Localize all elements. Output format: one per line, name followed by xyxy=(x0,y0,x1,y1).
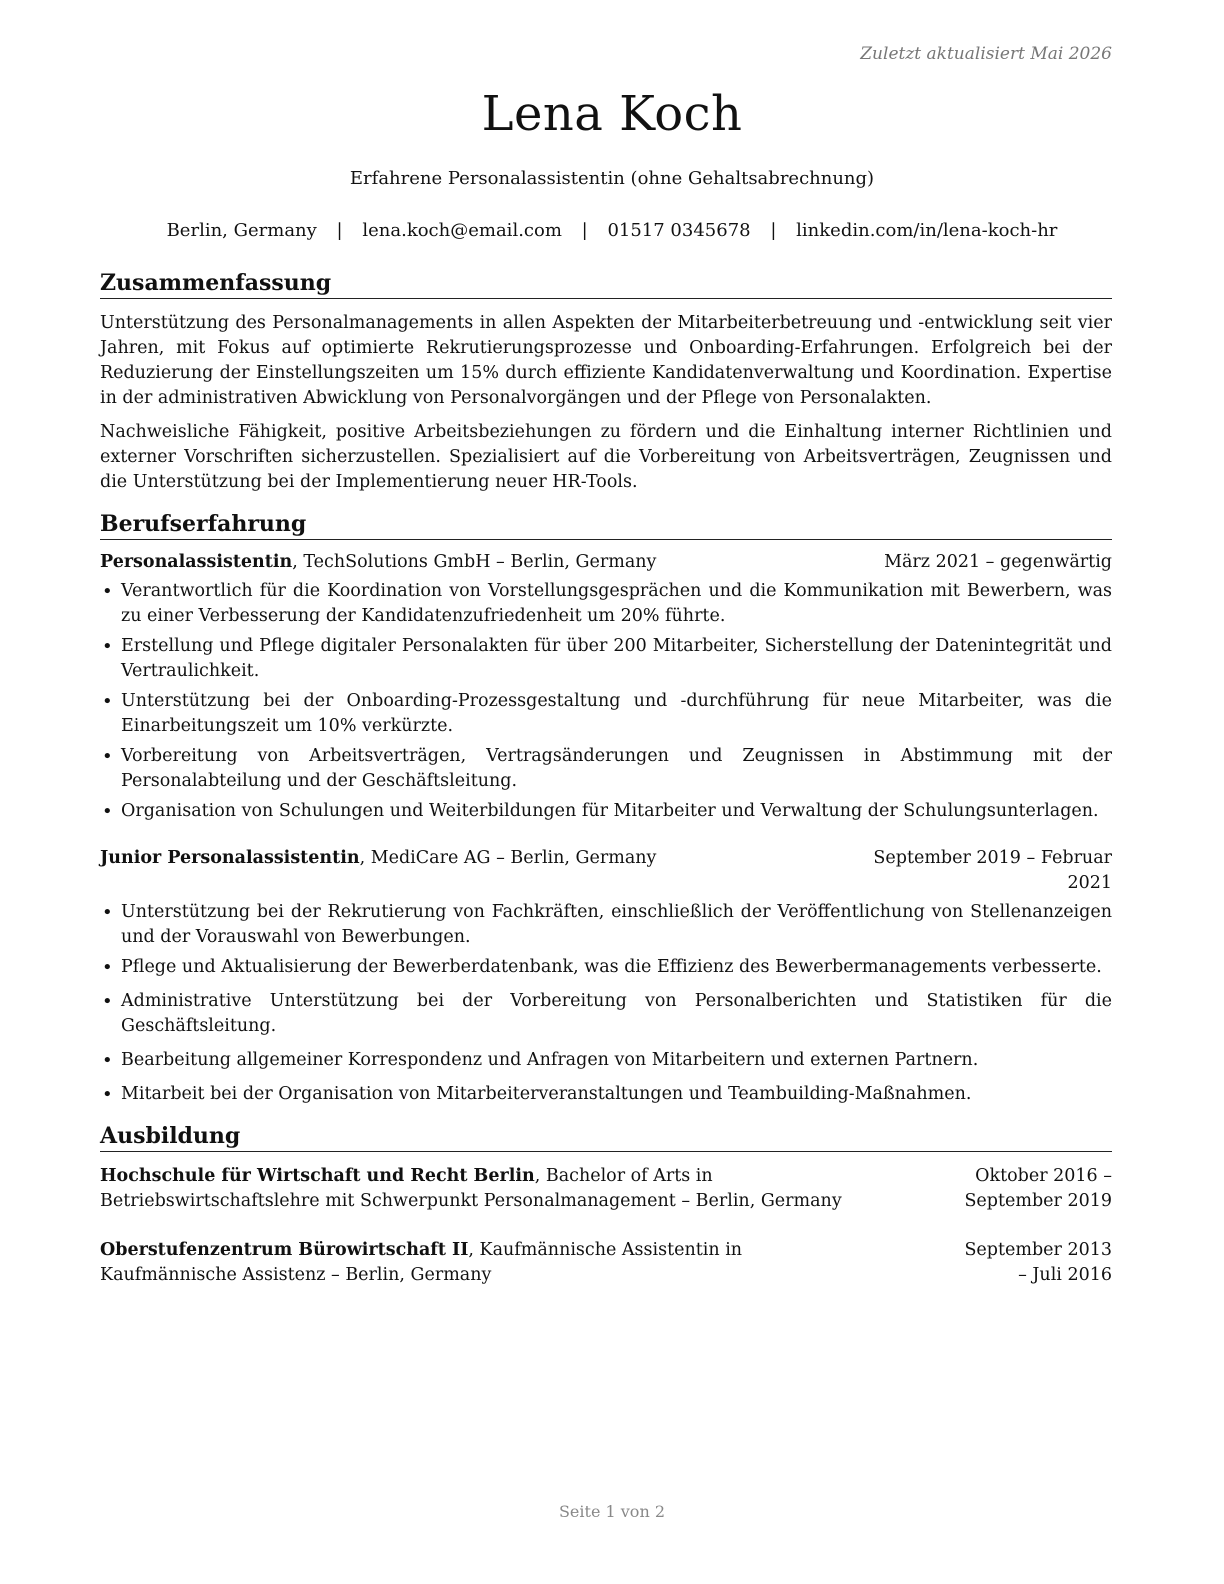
summary-paragraph: Nachweisliche Fähigkeit, positive Arbeitsbeziehungen zu fördern und die Einhaltung interner Richtlinien und externer Vorschriften sicherzustellen. Spezialisiert auf die Vorbereitung von Arbeitsverträgen, Zeugnissen und die Unterstützung bei der Implementierung neuer HR-Tools. xyxy=(100,422,1112,492)
education-dates: September 2013 – Juli 2016 xyxy=(964,1240,1112,1285)
summary-paragraph: Unterstützung des Personalmanagements in allen Aspekten der Mitarbeiterbetreuung und -entwicklung seit vier Jahren, mit Fokus auf optimierte Rekrutierungsprozesse und Onboarding-Erfahrungen. Erfolgreich bei der Reduzierung der Einstellungszeiten um 15% durch effiziente Kandidatenverwaltung und Koordination. Expertise in der administrativen Abwicklung von Personalvorgängen und der Pflege von Personalakten. xyxy=(100,313,1112,408)
last-updated-note: Zuletzt aktualisiert Mai 2026 xyxy=(860,44,1112,64)
contact-location: Berlin, Germany xyxy=(166,220,317,241)
job-bullet: • Erstellung und Pflege digitaler Personalakten für über 200 Mitarbeiter, Sicherstellung der Datenintegrität und Vertraulichkeit. xyxy=(100,634,1112,684)
job-bullet-list xyxy=(100,900,1112,1107)
job-bullet-list xyxy=(100,579,1112,824)
section-title-experience: Berufserfahrung xyxy=(100,509,1112,540)
page-number: Seite 1 von 2 xyxy=(558,1502,666,1521)
education-dates: Oktober 2016 – September 2019 xyxy=(964,1166,1112,1211)
job-header xyxy=(100,550,1112,575)
job-bullet: • Organisation von Schulungen und Weiterbildungen für Mitarbeiter und Verwaltung der Schulungsunterlagen. xyxy=(100,799,1112,824)
job-bullet: • Mitarbeit bei der Organisation von Mitarbeiterveranstaltungen und Teambuilding-Maßnahmen. xyxy=(100,1082,1112,1107)
job-entry xyxy=(100,846,1112,1107)
contact-separator: | xyxy=(581,220,588,241)
job-dates: März 2021 – gegenwärtig xyxy=(884,552,1112,572)
contact-line xyxy=(0,220,1224,241)
job-bullet: • Unterstützung bei der Onboarding-Prozessgestaltung und -durchführung für neue Mitarbeiter, was die Einarbeitungszeit um 10% verkürzte. xyxy=(100,689,1112,739)
candidate-subtitle: Erfahrene Personalassistentin (ohne Gehaltsabrechnung) xyxy=(349,168,875,189)
job-bullet: • Unterstützung bei der Rekrutierung von Fachkräften, einschließlich der Veröffentlichung von Stellenanzeigen und der Vorauswahl von Bewerbungen. xyxy=(100,900,1112,950)
resume-body xyxy=(100,268,1112,1312)
job-company: , TechSolutions GmbH – Berlin, Germany xyxy=(292,552,657,572)
contact-separator: | xyxy=(336,220,343,241)
contact-linkedin[interactable]: linkedin.com/in/lena-koch-hr xyxy=(796,220,1058,241)
job-title-line xyxy=(100,550,656,575)
section-title-summary: Zusammenfassung xyxy=(100,268,1112,299)
contact-email[interactable]: lena.koch@email.com xyxy=(362,220,562,241)
education-degree-line xyxy=(100,1238,875,1288)
job-entry xyxy=(100,550,1112,824)
job-bullet: • Vorbereitung von Arbeitsverträgen, Vertragsänderungen und Zeugnissen in Abstimmung mit der Personalabteilung und der Geschäftsleitung. xyxy=(100,744,1112,794)
job-role: Personalassistentin xyxy=(100,552,293,572)
education-degree: , Kaufmännische Assistentin in Kaufmännische Assistenz – Berlin, Germany xyxy=(100,1240,743,1285)
education-degree: , Bachelor of Arts in Betriebswirtschaftslehre mit Schwerpunkt Personalmanagement – Berlin, Germany xyxy=(100,1166,842,1211)
job-bullet: • Bearbeitung allgemeiner Korrespondenz und Anfragen von Mitarbeitern und externen Partnern. xyxy=(100,1048,1112,1073)
job-role: Junior Personalassistentin xyxy=(100,848,360,868)
candidate-name: Lena Koch xyxy=(481,86,743,142)
education-entry xyxy=(100,1164,1112,1214)
job-bullet: • Administrative Unterstützung bei der Vorbereitung von Personalberichten und Statistiken für die Geschäftsleitung. xyxy=(100,989,1112,1039)
job-company: , MediCare AG – Berlin, Germany xyxy=(359,848,657,868)
job-bullet: • Pflege und Aktualisierung der Bewerberdatenbank, was die Effizienz des Bewerbermanagements verbesserte. xyxy=(100,955,1112,980)
education-section xyxy=(100,1121,1112,1288)
section-title-education: Ausbildung xyxy=(100,1121,1112,1152)
contact-phone: 01517 0345678 xyxy=(607,220,751,241)
job-title-line xyxy=(100,846,656,871)
education-degree-line xyxy=(100,1164,887,1214)
job-header xyxy=(100,846,1112,896)
education-school: Hochschule für Wirtschaft und Recht Berlin xyxy=(100,1166,535,1186)
job-dates: September 2019 – Februar 2021 xyxy=(873,848,1112,893)
summary-section xyxy=(100,268,1112,495)
experience-section xyxy=(100,509,1112,1107)
education-entry xyxy=(100,1238,1112,1288)
contact-separator: | xyxy=(770,220,777,241)
job-bullet: • Verantwortlich für die Koordination von Vorstellungsgesprächen und die Kommunikation mit Bewerbern, was zu einer Verbesserung der Kandidatenzufriedenheit um 20% führte. xyxy=(100,579,1112,629)
education-school: Oberstufenzentrum Bürowirtschaft II xyxy=(100,1240,469,1260)
